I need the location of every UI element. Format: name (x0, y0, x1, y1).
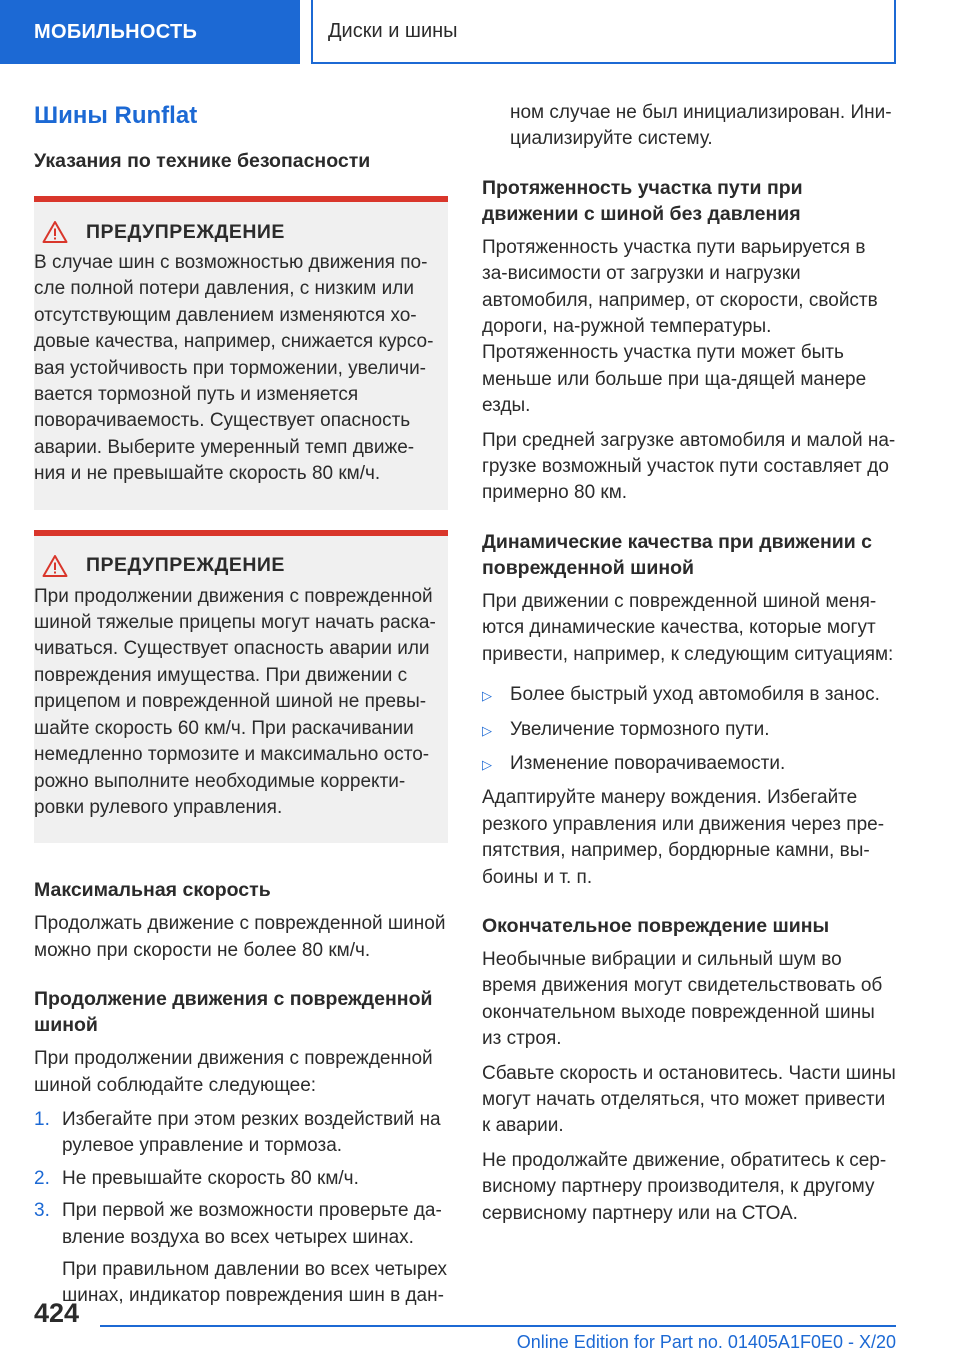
final-paragraph-1: Необычные вибрации и сильный шум во время движения могут свидетельствовать об окончательном выходе поврежденной шины из строя. (482, 948, 883, 1050)
list-item (34, 1107, 448, 1160)
step-text: Не превышайте скорость 80 км/ч. (62, 1167, 359, 1189)
safety-heading: Указания по технике безопасности (34, 150, 371, 172)
list-item (482, 682, 896, 709)
warning-box-1 (34, 196, 448, 510)
page-number: 424 (34, 1298, 80, 1328)
page-footer (0, 1290, 960, 1362)
step-text: При первой же возможности проверьте да-вление воздуха во всех четырех шинах. (62, 1200, 442, 1248)
bullet-text: Более быстрый уход автомобиля в занос. (510, 684, 880, 706)
step-text: Избегайте при этом резких воздействий на рулевое управление и тормоза. (62, 1108, 441, 1157)
list-item (34, 1198, 448, 1251)
warning-triangle-icon (42, 554, 68, 578)
warning-label: ПРЕДУПРЕЖДЕНИЕ (86, 220, 285, 243)
left-column (34, 100, 448, 1310)
edition-text: Online Edition for Part no. 01405A1F0E0 - X/20 (516, 1332, 896, 1352)
bullet-text: Увеличение тормозного пути. (510, 718, 770, 740)
max-speed-text: Продолжать движение с поврежденной шиной можно при скорости не более 80 км/ч. (34, 913, 446, 961)
final-paragraph-2: Сбавьте скорость и остановитесь. Части шины могут начать отделяться, что может привести к аварии. (482, 1062, 896, 1137)
steps-list (34, 1107, 448, 1310)
warning-text: В случае шин с возможностью движения по-сле полной потери давления, с низким или отсутствующим давлением изменяются хо-довые качества, например, снижается курсо-вая устойчивость при торможении, увеличи-вается тормозной путь и изменяется поворачиваемость. Существует опасность аварии. Выберите умеренный темп движе-ния и не превышайте скорость 80 км/ч. (34, 252, 434, 485)
continue-text: При продолжении движения с поврежденной шиной соблюдайте следующее: (34, 1048, 433, 1096)
step-number: 2. (34, 1167, 50, 1189)
range-paragraph-1: Протяженность участка пути варьируется в за-висимости от загрузки и нагрузки автомобиля, например, от скорости, свойств дороги, на-ружной температуры. Протяженность участка пути может быть меньше или больше при ща-дящей манере езды. (482, 236, 878, 417)
bullet-list (482, 682, 896, 778)
bullet-text: Изменение поворачиваемости. (510, 752, 786, 774)
page-title: Шины Runflat (34, 102, 198, 129)
warning-box-2 (34, 530, 448, 844)
final-damage-heading: Окончательное повреждение шины (482, 914, 830, 937)
dynamics-paragraph-1: При движении с поврежденной шиной меня-ются динамические качества, которые могут привести, например, к следующим ситуациям: (482, 590, 894, 665)
max-speed-heading: Максимальная скорость (34, 879, 271, 902)
dynamics-paragraph-2: Адаптируйте манеру вождения. Избегайте резкого управления или движения через пре-пятствия, например, бордюрные камни, вы-боины и т. п. (482, 787, 885, 888)
triangle-bullet-icon: ▷ (482, 722, 492, 738)
triangle-bullet-icon: ▷ (482, 756, 492, 772)
right-column (482, 100, 896, 1235)
list-item (482, 751, 896, 778)
step-number: 1. (34, 1108, 50, 1130)
page-header (0, 0, 960, 66)
footer-divider (100, 1325, 896, 1327)
list-item (34, 1166, 448, 1192)
dynamics-heading: Динамические качества при движении с поврежденной шиной (482, 530, 872, 579)
list-item (482, 717, 896, 744)
warning-header (34, 554, 436, 578)
warning-header (34, 220, 436, 244)
warning-text: При продолжении движения с поврежденной шиной тяжелые прицепы могут начать раска-чиваться. Существует опасность аварии или повреждения имущества. При движении с прицепом и поврежденной шиной не превы-шайте скорость 60 км/ч. При раскачивании немедленно тормозите и максимально осто-рожно выполните необходимые корректи-ровки рулевого управления. (34, 585, 436, 818)
step-note: При правильном давлении во всех четырех шинах, индикатор повреждения шин в дан- (62, 1258, 448, 1307)
step-number: 3. (34, 1200, 50, 1222)
warning-label: ПРЕДУПРЕЖДЕНИЕ (86, 554, 285, 577)
continue-heading: Продолжение движения с поврежденной шиной (34, 988, 433, 1037)
section-tab: МОБИЛЬНОСТЬ (0, 0, 300, 64)
warning-triangle-icon (42, 220, 68, 244)
range-paragraph-2: При средней загрузке автомобиля и малой на-грузке возможный участок пути составляет до примерно 80 км. (482, 429, 896, 504)
chapter-title: Диски и шины (311, 0, 896, 64)
continued-text: ном случае не был инициализирован. Ини-циализируйте систему. (510, 102, 892, 150)
final-paragraph-3: Не продолжайте движение, обратитесь к сер-висному партнеру производителя, к другому сервисному партнеру или на СТОА. (482, 1149, 887, 1224)
triangle-bullet-icon: ▷ (482, 688, 492, 704)
range-heading: Протяженность участка пути при движении с шиной без давления (482, 176, 803, 225)
